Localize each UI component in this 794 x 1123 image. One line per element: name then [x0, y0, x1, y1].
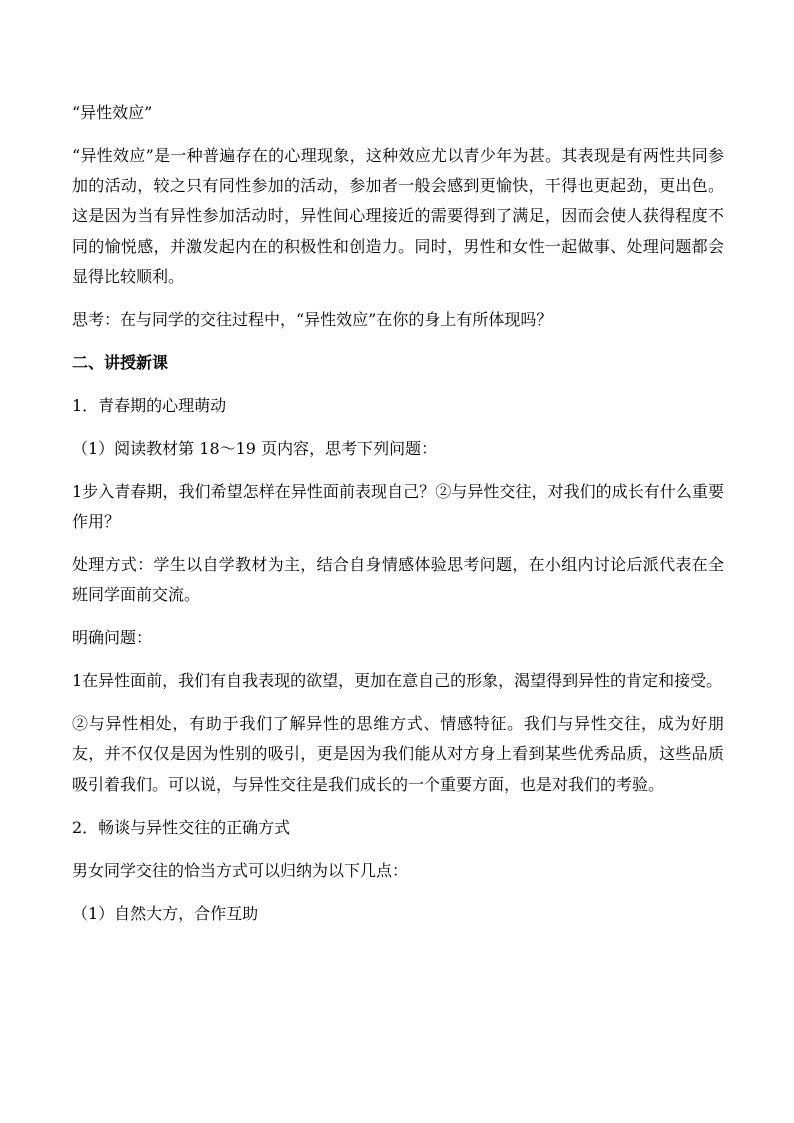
document-heading: “异性效应”	[72, 103, 153, 122]
answer-1: 1在异性面前，我们有自我表现的欲望，更加在意自己的形象，渴望得到异性的肯定和接受。	[72, 671, 723, 691]
document-body	[72, 98, 724, 942]
subsection-1-title: 1．青春期的心理萌动	[72, 395, 227, 415]
subsection-1-item: （1）阅读教材第 18～19 页内容，思考下列问题：	[72, 438, 438, 458]
subsection-2-intro: 男女同学交往的恰当方式可以归纳为以下几点：	[72, 860, 409, 880]
subsection-2-title: 2．畅谈与异性交往的正确方式	[72, 817, 291, 837]
questions-paragraph: 1步入青春期，我们希望怎样在异性面前表现自己？②与异性交往，对我们的成长有什么重要作用？	[72, 481, 724, 532]
think-question: 思考：在与同学的交往过程中，“异性效应”在你的身上有所体现吗？	[72, 309, 553, 329]
clarify-label: 明确问题：	[72, 628, 153, 648]
intro-paragraph: “异性效应”是一种普遍存在的心理现象，这种效应尤以青少年为甚。其表现是有两性共同参加的活动，较之只有同性参加的活动，参加者一般会感到更愉快，干得也更起劲，更出色。这是因为当有异性参加活动时，异性间心理接近的需要得到了满足，因而会使人获得程度不同的愉悦感，并激发起内在的积极性和创造力。同时，男性和女性一起做事、处理问题都会显得比较顺利。	[72, 146, 724, 286]
section-title: 二、讲授新课	[72, 352, 169, 372]
answer-2: ②与异性相处，有助于我们了解异性的思维方式、情感特征。我们与异性交往，成为好朋友，并不仅仅是因为性别的吸引，更是因为我们能从对方身上看到某些优秀品质，这些品质吸引着我们。可以说，与异性交往是我们成长的一个重要方面，也是对我们的考验。	[72, 714, 724, 794]
method-paragraph: 处理方式：学生以自学教材为主，结合自身情感体验思考问题，在小组内讨论后派代表在全班同学面前交流。	[72, 555, 724, 605]
subsection-2-item-1: （1）自然大方，合作互助	[72, 903, 259, 923]
